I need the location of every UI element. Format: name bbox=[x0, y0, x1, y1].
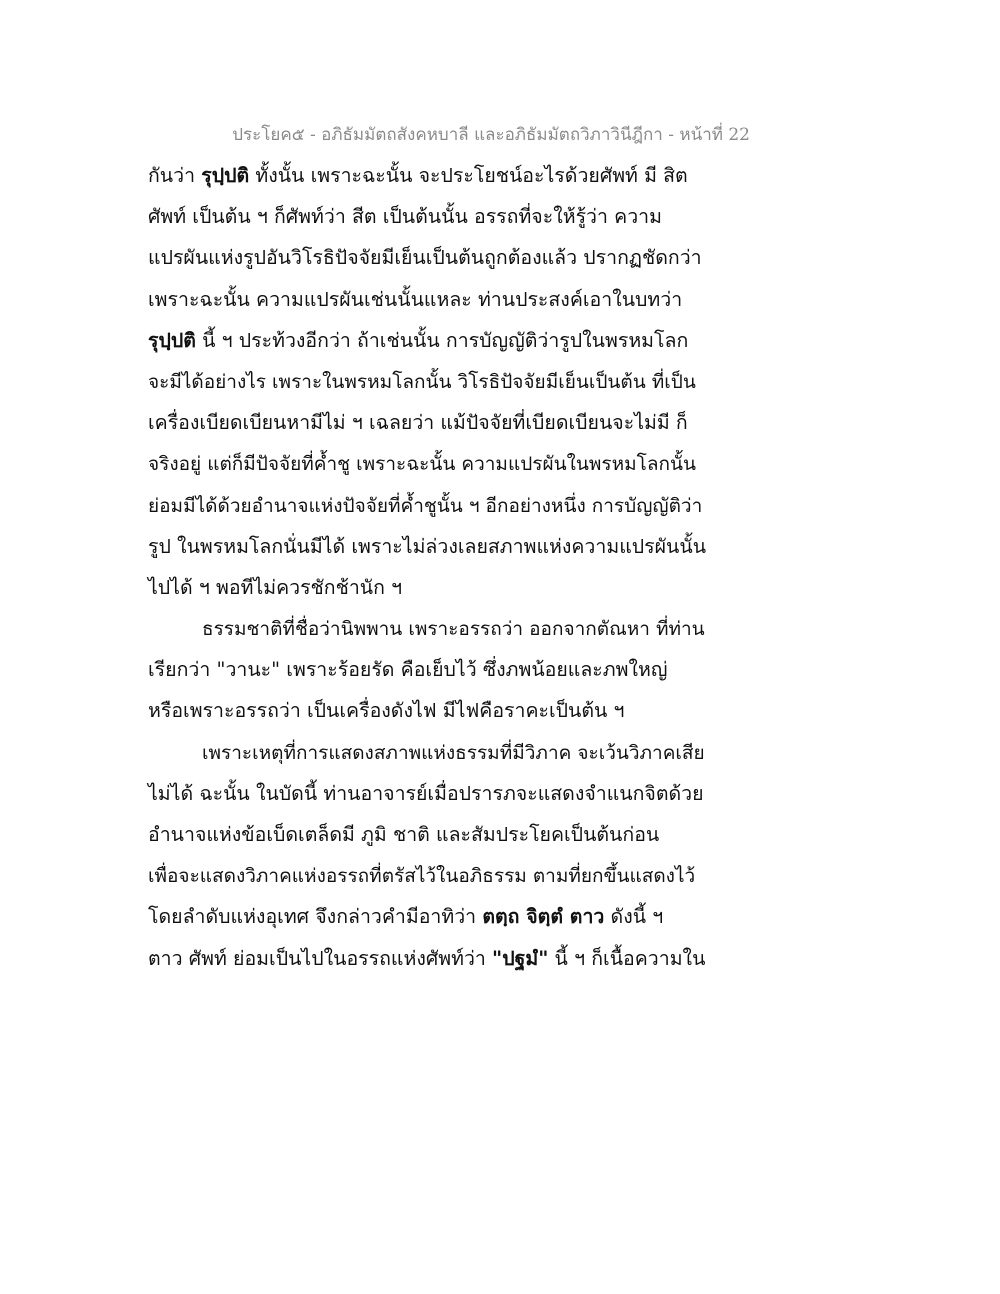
text-span: นี้ ฯ ก็เนื้อความใน bbox=[548, 946, 706, 970]
text-span: เพื่อจะแสดงวิภาคแห่งอรรถที่ตรัสไว้ในอภิธรรม ตามที่ยกขึ้นแสดงไว้ bbox=[148, 865, 696, 888]
text-span: ศัพท์ เป็นต้น ฯ ก็ศัพท์ว่า สีต เป็นต้นนั้น อรรถที่จะให้รู้ว่า ความ bbox=[148, 205, 662, 229]
text-span: จริงอยู่ แต่ก็มีปัจจัยที่ค้ำชู เพราะฉะนั้น ความแปรผันในพรหมโลกนั้น bbox=[148, 453, 696, 476]
text-span: ธรรมชาติที่ชื่อว่านิพพาน เพราะอรรถว่า ออกจากตัณหา ที่ท่าน bbox=[202, 618, 705, 641]
text-span: เรียกว่า "วานะ" เพราะร้อยรัด คือเย็บไว้ ซึ่งภพน้อยและภพใหญ่ bbox=[148, 658, 668, 682]
body-text bbox=[148, 160, 708, 984]
bold-term: ตตฺถ จิตฺตํ ตาว bbox=[482, 905, 605, 929]
text-line bbox=[148, 613, 708, 654]
text-line bbox=[148, 531, 708, 572]
text-span: ไม่ได้ ฉะนั้น ในบัดนี้ ท่านอาจารย์เมื่อปรารภจะแสดงจำแนกจิตด้วย bbox=[148, 781, 704, 805]
bold-term: รุปฺปติ bbox=[201, 164, 250, 187]
text-span: จะมีได้อย่างไร เพราะในพรหมโลกนั้น วิโรธิปัจจัยมีเย็นเป็นต้น ที่เป็น bbox=[148, 370, 696, 393]
text-span: เครื่องเบียดเบียนหามีไม่ ฯ เฉลยว่า แม้ปัจจัยที่เบียดเบียนจะไม่มี ก็ bbox=[148, 411, 688, 435]
text-line bbox=[148, 325, 708, 366]
text-line bbox=[148, 242, 708, 283]
text-line bbox=[148, 901, 708, 942]
text-line bbox=[148, 160, 708, 201]
text-line bbox=[148, 284, 708, 325]
text-line bbox=[148, 201, 708, 242]
text-line bbox=[148, 737, 708, 778]
running-header: ประโยค๕ - อภิธัมมัตถสังคหบาลี และอภิธัมมัตถวิภาวินีฎีกา - หน้าที่ 22 bbox=[232, 125, 750, 145]
text-span: ดังนี้ ฯ bbox=[604, 905, 664, 929]
text-span: ตาว ศัพท์ ย่อมเป็นไปในอรรถแห่งศัพท์ว่า bbox=[148, 946, 493, 970]
text-span: เพราะฉะนั้น ความแปรผันเช่นนั้นแหละ ท่านประสงค์เอาในบทว่า bbox=[148, 287, 683, 311]
text-line bbox=[148, 572, 708, 613]
text-span: โดยลำดับแห่งอุเทศ จึงกล่าวคำมีอาทิว่า bbox=[148, 905, 483, 929]
bold-term: รุปฺปติ bbox=[148, 328, 196, 352]
text-line bbox=[148, 366, 708, 407]
text-span: นี้ ฯ ประท้วงอีกว่า ถ้าเช่นนั้น การบัญญัติว่ารูปในพรหมโลก bbox=[195, 328, 689, 352]
text-span: กันว่า bbox=[148, 164, 202, 187]
text-line bbox=[148, 819, 708, 860]
text-line bbox=[148, 490, 708, 531]
text-line bbox=[148, 695, 708, 736]
text-span: รูป ในพรหมโลกนั่นมีได้ เพราะไม่ล่วงเลยสภาพแห่งความแปรผันนั้น bbox=[148, 534, 707, 558]
text-line bbox=[148, 407, 708, 448]
text-line bbox=[148, 860, 708, 901]
bold-term: "ปฐมํ" bbox=[492, 946, 549, 970]
text-line bbox=[148, 778, 708, 819]
text-span: เพราะเหตุที่การแสดงสภาพแห่งธรรมที่มีวิภาค จะเว้นวิภาคเสีย bbox=[202, 741, 705, 764]
text-span: ย่อมมีได้ด้วยอำนาจแห่งปัจจัยที่ค้ำชูนั้น ฯ อีกอย่างหนึ่ง การบัญญัติว่า bbox=[148, 494, 703, 517]
text-span: แปรผันแห่งรูปอันวิโรธิปัจจัยมีเย็นเป็นต้นถูกต้องแล้ว ปรากฏชัดกว่า bbox=[148, 246, 702, 270]
text-span: อำนาจแห่งข้อเบ็ดเตล็ดมี ภูมิ ชาติ และสัมประโยคเป็นต้นก่อน bbox=[148, 823, 660, 846]
text-line bbox=[148, 448, 708, 489]
text-span: ทั้งนั้น เพราะฉะนั้น จะประโยชน์อะไรด้วยศัพท์ มี สิต bbox=[249, 164, 688, 187]
text-span: หรือเพราะอรรถว่า เป็นเครื่องดังไฟ มีไฟคือราคะเป็นต้น ฯ bbox=[148, 699, 625, 723]
text-line bbox=[148, 654, 708, 695]
text-line bbox=[148, 943, 708, 984]
text-span: ไปได้ ฯ พอทีไม่ควรชักช้านัก ฯ bbox=[148, 575, 403, 599]
